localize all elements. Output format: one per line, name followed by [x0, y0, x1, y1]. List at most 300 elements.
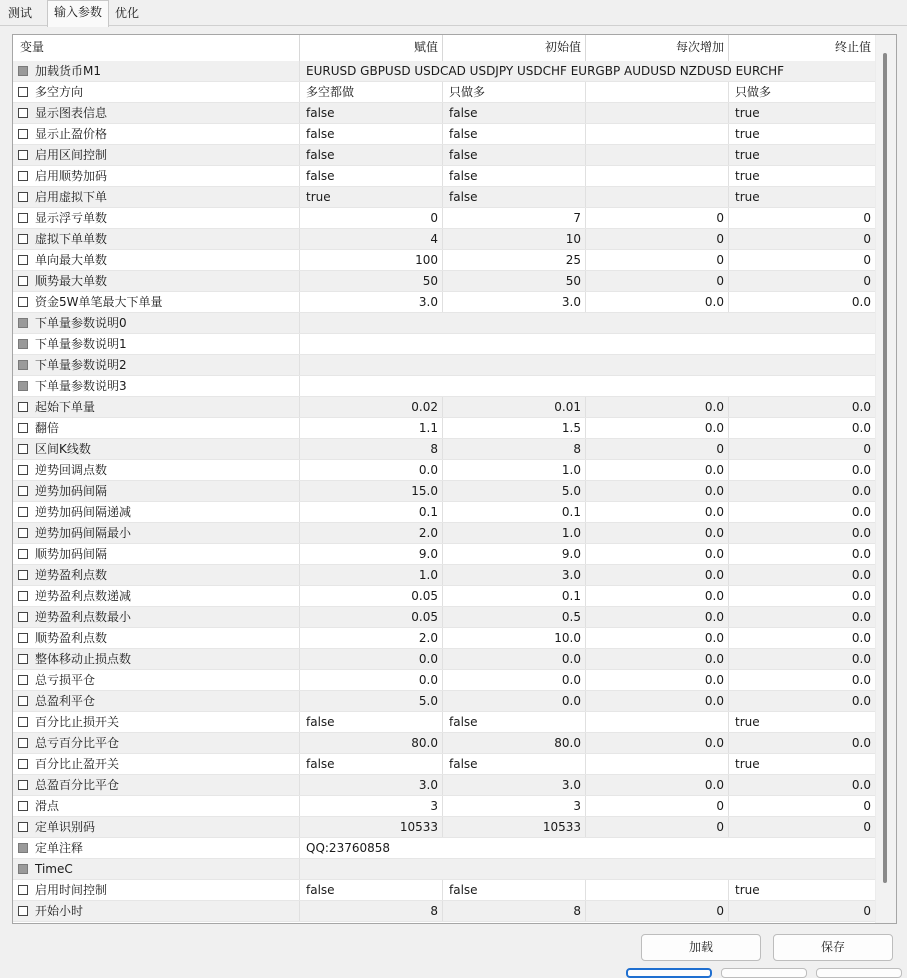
stop-cell[interactable]: 0 [863, 274, 871, 288]
table-row[interactable] [13, 355, 875, 376]
optimize-checkbox[interactable] [18, 906, 28, 916]
optimize-checkbox[interactable] [18, 822, 28, 832]
optimize-checkbox[interactable] [18, 150, 28, 160]
value-cell[interactable]: EURUSD GBPUSD USDCAD USDJPY USDCHF EURGBP AUDUSD NZDUSD EURCHF [306, 64, 784, 78]
table-row[interactable] [13, 565, 875, 586]
variable-cell [13, 229, 300, 249]
start-cell[interactable]: false [443, 187, 586, 207]
table-row[interactable] [13, 880, 875, 901]
params-table-panel [12, 34, 897, 924]
value-cell[interactable]: 9.0 [300, 544, 443, 564]
step-cell[interactable]: 0 [586, 901, 729, 921]
variable-name: TimeC [35, 862, 73, 876]
bottom-button-partial[interactable] [626, 968, 712, 978]
optimize-checkbox[interactable] [18, 717, 28, 727]
value-cell[interactable]: false [300, 124, 443, 144]
start-cell[interactable]: 0.1 [443, 586, 586, 606]
variable-cell [13, 355, 300, 375]
variable-name: 逆势加码间隔最小 [35, 526, 132, 540]
value-cell[interactable] [300, 334, 875, 354]
variable-cell [13, 691, 300, 711]
step-cell[interactable]: 0.0 [586, 691, 729, 711]
stop-cell[interactable]: 0 [863, 232, 871, 246]
stop-cell[interactable]: 0 [863, 442, 871, 456]
variable-name: 逆势回调点数 [35, 463, 108, 477]
stop-cell[interactable]: 0.0 [851, 694, 871, 708]
start-cell[interactable]: 0.5 [443, 607, 586, 627]
optimize-checkbox[interactable] [18, 108, 28, 118]
start-cell[interactable]: 0.0 [443, 649, 586, 669]
optimize-checkbox[interactable] [18, 171, 28, 181]
value-cell[interactable]: 8 [300, 439, 443, 459]
start-cell[interactable]: 8 [443, 901, 586, 921]
optimize-checkbox[interactable] [18, 234, 28, 244]
optimize-checkbox[interactable] [18, 129, 28, 139]
start-cell[interactable]: false [443, 124, 586, 144]
optimize-checkbox[interactable] [18, 528, 28, 538]
start-cell[interactable]: 7 [443, 208, 586, 228]
start-cell[interactable]: 3.0 [443, 565, 586, 585]
optimize-checkbox[interactable] [18, 780, 28, 790]
start-cell[interactable]: 8 [443, 439, 586, 459]
stop-cell[interactable]: 0.0 [851, 526, 871, 540]
table-row[interactable] [13, 838, 875, 859]
step-cell[interactable]: 0 [586, 439, 729, 459]
table-row[interactable] [13, 208, 875, 229]
step-cell[interactable] [586, 187, 729, 207]
step-cell[interactable]: 0 [586, 271, 729, 291]
value-cell[interactable]: false [300, 145, 443, 165]
variable-name: 下单量参数说明0 [35, 316, 127, 330]
value-cell[interactable]: 3.0 [300, 292, 443, 312]
step-cell[interactable]: 0 [586, 229, 729, 249]
step-cell[interactable]: 0 [586, 817, 729, 837]
variable-name: 显示图表信息 [35, 106, 108, 120]
start-cell[interactable]: 1.0 [443, 460, 586, 480]
step-cell[interactable] [586, 754, 729, 774]
optimize-checkbox[interactable] [18, 654, 28, 664]
table-row[interactable] [13, 628, 875, 649]
table-row[interactable] [13, 775, 875, 796]
table-row[interactable] [13, 796, 875, 817]
table-row[interactable] [13, 250, 875, 271]
table-row[interactable] [13, 691, 875, 712]
stop-cell[interactable]: 0.0 [851, 295, 871, 309]
variable-cell [13, 607, 300, 627]
load-button[interactable]: 加载 [641, 934, 761, 961]
step-cell[interactable]: 0.0 [586, 586, 729, 606]
header-start[interactable]: 初始值 [443, 35, 586, 61]
value-cell[interactable]: 5.0 [300, 691, 443, 711]
optimize-checkbox[interactable] [18, 402, 28, 412]
optimize-checkbox[interactable] [18, 87, 28, 97]
stop-cell[interactable]: true [735, 127, 760, 141]
step-cell[interactable]: 0 [586, 250, 729, 270]
stop-cell[interactable]: 0 [863, 799, 871, 813]
step-cell[interactable]: 0.0 [586, 481, 729, 501]
table-row[interactable] [13, 670, 875, 691]
variable-cell [13, 145, 300, 165]
value-cell[interactable] [300, 355, 875, 375]
stop-cell[interactable]: true [735, 106, 760, 120]
variable-cell [13, 544, 300, 564]
table-row[interactable] [13, 481, 875, 502]
table-row[interactable] [13, 607, 875, 628]
stop-cell[interactable]: 0 [863, 253, 871, 267]
step-cell[interactable]: 0.0 [586, 670, 729, 690]
stop-cell[interactable]: 0.0 [851, 778, 871, 792]
step-cell[interactable]: 0.0 [586, 775, 729, 795]
table-row[interactable] [13, 61, 875, 82]
step-cell[interactable]: 0.0 [586, 397, 729, 417]
optimize-checkbox [18, 360, 28, 370]
step-cell[interactable]: 0.0 [586, 649, 729, 669]
optimize-checkbox[interactable] [18, 276, 28, 286]
variable-cell [13, 250, 300, 270]
optimize-checkbox[interactable] [18, 486, 28, 496]
variable-name: 总亏损平仓 [35, 673, 96, 687]
variable-cell [13, 859, 300, 879]
value-cell[interactable]: 50 [300, 271, 443, 291]
table-row[interactable] [13, 145, 875, 166]
value-cell[interactable]: 2.0 [300, 523, 443, 543]
table-row[interactable] [13, 544, 875, 565]
table-row[interactable] [13, 229, 875, 250]
stop-cell[interactable]: 0.0 [851, 421, 871, 435]
variable-name: 多空方向 [35, 85, 84, 99]
optimize-checkbox[interactable] [18, 801, 28, 811]
stop-cell[interactable]: 0.0 [851, 736, 871, 750]
value-cell[interactable]: 2.0 [300, 628, 443, 648]
step-cell[interactable] [586, 712, 729, 732]
step-cell[interactable]: 0.0 [586, 607, 729, 627]
variable-cell [13, 418, 300, 438]
start-cell[interactable]: 0.01 [443, 397, 586, 417]
variable-name: 顺势加码间隔 [35, 547, 108, 561]
table-row[interactable] [13, 271, 875, 292]
variable-cell [13, 124, 300, 144]
stop-cell[interactable]: true [735, 757, 760, 771]
value-cell[interactable]: 0.05 [300, 586, 443, 606]
step-cell[interactable] [586, 82, 729, 102]
variable-cell [13, 880, 300, 900]
variable-name: 下单量参数说明2 [35, 358, 127, 372]
variable-name: 百分比止盈开关 [35, 757, 120, 771]
stop-cell[interactable]: 0 [863, 904, 871, 918]
variable-name: 启用区间控制 [35, 148, 108, 162]
optimize-checkbox[interactable] [18, 633, 28, 643]
optimize-checkbox[interactable] [18, 213, 28, 223]
optimize-checkbox[interactable] [18, 192, 28, 202]
table-row[interactable] [13, 712, 875, 733]
variable-cell [13, 166, 300, 186]
value-cell[interactable] [300, 859, 875, 879]
value-cell[interactable]: 3.0 [300, 775, 443, 795]
save-button[interactable]: 保存 [773, 934, 893, 961]
value-cell[interactable] [300, 313, 875, 333]
variable-cell [13, 649, 300, 669]
step-cell[interactable] [586, 166, 729, 186]
stop-cell[interactable]: true [735, 169, 760, 183]
variable-name: 区间K线数 [35, 442, 91, 456]
stop-cell[interactable]: true [735, 190, 760, 204]
stop-cell[interactable]: 0.0 [851, 484, 871, 498]
stop-cell[interactable]: true [735, 883, 760, 897]
optimize-checkbox[interactable] [18, 612, 28, 622]
start-cell[interactable]: false [443, 880, 586, 900]
optimize-checkbox[interactable] [18, 885, 28, 895]
variable-cell [13, 397, 300, 417]
table-row[interactable] [13, 187, 875, 208]
optimize-checkbox[interactable] [18, 255, 28, 265]
table-row[interactable] [13, 82, 875, 103]
table-row[interactable] [13, 292, 875, 313]
variable-cell [13, 376, 300, 396]
variable-cell [13, 565, 300, 585]
step-cell[interactable]: 0.0 [586, 523, 729, 543]
tab-divider [0, 25, 907, 26]
stop-cell[interactable]: 0 [863, 820, 871, 834]
header-value[interactable]: 赋值 [300, 35, 443, 61]
step-cell[interactable]: 0.0 [586, 460, 729, 480]
value-cell[interactable]: 80.0 [300, 733, 443, 753]
variable-cell [13, 670, 300, 690]
variable-name: 单向最大单数 [35, 253, 108, 267]
optimize-checkbox[interactable] [18, 507, 28, 517]
variable-cell [13, 460, 300, 480]
table-row[interactable] [13, 859, 875, 880]
value-cell[interactable]: 0.1 [300, 502, 443, 522]
optimize-checkbox[interactable] [18, 696, 28, 706]
start-cell[interactable]: 25 [443, 250, 586, 270]
variable-name: 下单量参数说明3 [35, 379, 127, 393]
table-header [13, 35, 875, 62]
value-cell[interactable]: 1.0 [300, 565, 443, 585]
value-cell[interactable]: 10533 [300, 817, 443, 837]
start-cell[interactable]: 10 [443, 229, 586, 249]
variable-name: 定单注释 [35, 841, 84, 855]
value-cell[interactable] [300, 376, 875, 396]
step-cell[interactable]: 0 [586, 208, 729, 228]
start-cell[interactable]: 80.0 [443, 733, 586, 753]
stop-cell[interactable]: 0.0 [851, 631, 871, 645]
table-row[interactable] [13, 439, 875, 460]
table-row[interactable] [13, 523, 875, 544]
start-cell[interactable]: false [443, 754, 586, 774]
stop-cell[interactable]: 0.0 [851, 547, 871, 561]
optimize-checkbox[interactable] [18, 465, 28, 475]
table-row[interactable] [13, 313, 875, 334]
value-cell[interactable]: 8 [300, 901, 443, 921]
start-cell[interactable]: 10533 [443, 817, 586, 837]
table-row[interactable] [13, 754, 875, 775]
value-cell[interactable]: 0.05 [300, 607, 443, 627]
start-cell[interactable]: 50 [443, 271, 586, 291]
value-cell[interactable]: 0 [300, 208, 443, 228]
start-cell[interactable]: 10.0 [443, 628, 586, 648]
step-cell[interactable]: 0.0 [586, 733, 729, 753]
value-cell[interactable]: 0.0 [300, 670, 443, 690]
start-cell[interactable]: 3.0 [443, 292, 586, 312]
variable-name: 百分比止损开关 [35, 715, 120, 729]
table-row[interactable] [13, 649, 875, 670]
start-cell[interactable]: 1.0 [443, 523, 586, 543]
variable-name: 顺势盈利点数 [35, 631, 108, 645]
value-cell[interactable]: false [300, 754, 443, 774]
value-cell[interactable]: 多空都做 [300, 82, 443, 102]
step-cell[interactable] [586, 103, 729, 123]
step-cell[interactable]: 0.0 [586, 502, 729, 522]
step-cell[interactable]: 0.0 [586, 544, 729, 564]
stop-cell[interactable]: 0.0 [851, 463, 871, 477]
bottom-button-partial[interactable] [721, 968, 807, 978]
table-row[interactable] [13, 397, 875, 418]
table-row[interactable] [13, 901, 875, 922]
table-row[interactable] [13, 817, 875, 838]
start-cell[interactable]: false [443, 103, 586, 123]
variable-name: 显示浮亏单数 [35, 211, 108, 225]
start-cell[interactable]: 0.0 [443, 691, 586, 711]
variable-name: 开始小时 [35, 904, 84, 918]
start-cell[interactable]: false [443, 712, 586, 732]
optimize-checkbox[interactable] [18, 591, 28, 601]
variable-cell [13, 838, 300, 858]
step-cell[interactable]: 0.0 [586, 418, 729, 438]
stop-cell[interactable]: true [735, 148, 760, 162]
table-row[interactable] [13, 334, 875, 355]
step-cell[interactable]: 0.0 [586, 292, 729, 312]
start-cell[interactable]: false [443, 145, 586, 165]
optimize-checkbox[interactable] [18, 444, 28, 454]
variable-name: 总亏百分比平仓 [35, 736, 120, 750]
variable-name: 翻倍 [35, 421, 60, 435]
value-cell[interactable]: false [300, 103, 443, 123]
variable-cell [13, 628, 300, 648]
start-cell[interactable]: 9.0 [443, 544, 586, 564]
variable-name: 逆势盈利点数递减 [35, 589, 132, 603]
start-cell[interactable]: false [443, 166, 586, 186]
variable-name: 启用虚拟下单 [35, 190, 108, 204]
stop-cell[interactable]: 0.0 [851, 652, 871, 666]
value-cell[interactable]: true [300, 187, 443, 207]
tab-test[interactable]: 测试 [8, 6, 33, 20]
variable-name: 定单识别码 [35, 820, 96, 834]
variable-name: 总盈利平仓 [35, 694, 96, 708]
start-cell[interactable]: 3 [443, 796, 586, 816]
variable-name: 启用时间控制 [35, 883, 108, 897]
value-cell[interactable]: 0.0 [300, 460, 443, 480]
vertical-scrollbar[interactable] [875, 35, 897, 923]
value-cell[interactable]: 4 [300, 229, 443, 249]
step-cell[interactable]: 0.0 [586, 628, 729, 648]
step-cell[interactable]: 0.0 [586, 565, 729, 585]
stop-cell[interactable]: 0.0 [851, 610, 871, 624]
variable-name: 显示止盈价格 [35, 127, 108, 141]
table-row[interactable] [13, 124, 875, 145]
optimize-checkbox[interactable] [18, 549, 28, 559]
stop-cell[interactable]: 只做多 [735, 85, 772, 99]
stop-cell[interactable]: 0.0 [851, 673, 871, 687]
optimize-checkbox [18, 339, 28, 349]
variable-name: 下单量参数说明1 [35, 337, 127, 351]
stop-cell[interactable]: 0.0 [851, 505, 871, 519]
start-cell[interactable]: 5.0 [443, 481, 586, 501]
variable-cell [13, 334, 300, 354]
start-cell[interactable]: 1.5 [443, 418, 586, 438]
tab-input-params[interactable]: 输入参数 [47, 0, 109, 27]
variable-name: 总盈百分比平仓 [35, 778, 120, 792]
stop-cell[interactable]: 0.0 [851, 400, 871, 414]
value-cell[interactable]: QQ:23760858 [306, 841, 391, 855]
scrollbar-thumb[interactable] [883, 53, 887, 883]
value-cell[interactable]: 1.1 [300, 418, 443, 438]
start-cell[interactable]: 0.1 [443, 502, 586, 522]
step-cell[interactable] [586, 145, 729, 165]
header-step[interactable]: 每次增加 [586, 35, 729, 61]
value-cell[interactable]: 0.02 [300, 397, 443, 417]
tab-optimization[interactable]: 优化 [115, 6, 140, 20]
optimize-checkbox [18, 843, 28, 853]
table-row[interactable] [13, 418, 875, 439]
variable-cell [13, 481, 300, 501]
variable-cell [13, 103, 300, 123]
optimize-checkbox[interactable] [18, 759, 28, 769]
table-row[interactable] [13, 376, 875, 397]
value-cell[interactable]: false [300, 712, 443, 732]
variable-name: 滑点 [35, 799, 60, 813]
step-cell[interactable] [586, 880, 729, 900]
step-cell[interactable] [586, 124, 729, 144]
step-cell[interactable]: 0 [586, 796, 729, 816]
stop-cell[interactable]: 0.0 [851, 589, 871, 603]
value-cell[interactable]: 100 [300, 250, 443, 270]
header-variable[interactable]: 变量 [13, 35, 300, 61]
header-stop[interactable]: 终止值 [834, 40, 871, 54]
variable-cell [13, 292, 300, 312]
variable-name: 顺势最大单数 [35, 274, 108, 288]
optimize-checkbox[interactable] [18, 297, 28, 307]
optimize-checkbox[interactable] [18, 675, 28, 685]
variable-cell [13, 712, 300, 732]
variable-name: 启用顺势加码 [35, 169, 108, 183]
stop-cell[interactable]: 0.0 [851, 568, 871, 582]
start-cell[interactable]: 3.0 [443, 775, 586, 795]
optimize-checkbox[interactable] [18, 570, 28, 580]
start-cell[interactable]: 0.0 [443, 670, 586, 690]
value-cell[interactable]: 3 [300, 796, 443, 816]
table-row[interactable] [13, 166, 875, 187]
stop-cell[interactable]: 0 [863, 211, 871, 225]
optimize-checkbox[interactable] [18, 738, 28, 748]
variable-name: 逆势加码间隔递减 [35, 505, 132, 519]
value-cell[interactable]: 0.0 [300, 649, 443, 669]
bottom-button-partial[interactable] [816, 968, 902, 978]
value-cell[interactable]: false [300, 166, 443, 186]
variable-name: 逆势加码间隔 [35, 484, 108, 498]
value-cell[interactable]: false [300, 880, 443, 900]
table-row[interactable] [13, 586, 875, 607]
stop-cell[interactable]: true [735, 715, 760, 729]
start-cell[interactable]: 只做多 [443, 82, 586, 102]
table-row[interactable] [13, 502, 875, 523]
table-row[interactable] [13, 103, 875, 124]
optimize-checkbox[interactable] [18, 423, 28, 433]
variable-cell [13, 586, 300, 606]
variable-name: 加载货币M1 [35, 64, 101, 78]
value-cell[interactable]: 15.0 [300, 481, 443, 501]
table-row[interactable] [13, 733, 875, 754]
table-row[interactable] [13, 460, 875, 481]
